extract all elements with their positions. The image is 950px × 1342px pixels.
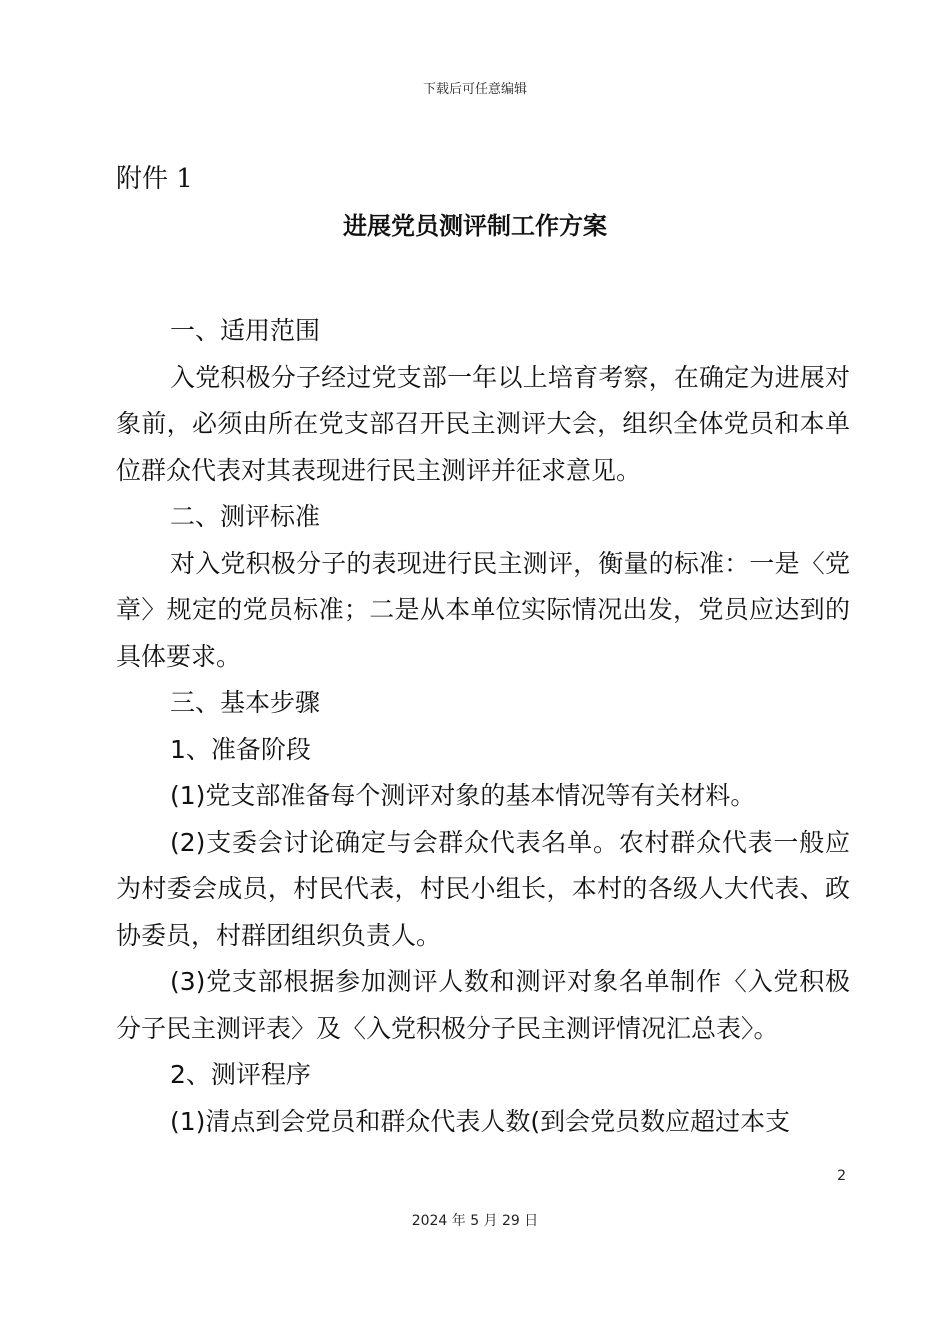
section-heading-scope: 一、适用范围 [170, 316, 321, 345]
subsection-heading-procedure: 2、测评程序 [170, 1060, 311, 1089]
list-item-procedure-1: (1)清点到会党员和群众代表人数(到会党员数应超过本支 [170, 1106, 791, 1136]
paragraph-scope: 入党积极分子经过党支部一年以上培育考察，在确定为进展对象前，必须由所在党支部召开民主测评大会，组织全体党员和本单位群众代表对其表现进行民主测评并征求意见。 [116, 362, 850, 485]
annex-label: 附件 1 [116, 164, 193, 194]
list-item-preparation-2: (2)支委会讨论确定与会群众代表名单。农村群众代表一般应为村委会成员，村民代表，村民小组长，本村的各级人大代表、政协委员，村群团组织负责人。 [116, 827, 850, 950]
section-heading-steps: 三、基本步骤 [170, 688, 321, 717]
document-title: 进展党员测评制工作方案 [343, 212, 607, 240]
list-item-preparation-1: (1)党支部准备每个测评对象的基本情况等有关材料。 [170, 781, 756, 810]
footer-date: 2024 年 5 月 29 日 [411, 1213, 539, 1229]
list-item-preparation-3: (3)党支部根据参加测评人数和测评对象名单制作〈入党积极分子民主测评表〉及〈入党积极分子民主测评情况汇总表〉。 [116, 967, 850, 1043]
paragraph-standards: 对入党积极分子的表现进行民主测评，衡量的标准：一是〈党章〉规定的党员标准；二是从本单位实际情况出发，党员应达到的具体要求。 [116, 548, 850, 671]
document-body [116, 308, 850, 1145]
section-heading-standards: 二、测评标准 [170, 502, 321, 531]
page-number: 2 [837, 1168, 846, 1184]
page-header-note: 下载后可任意编辑 [422, 82, 527, 97]
subsection-heading-preparation: 1、准备阶段 [170, 734, 311, 764]
